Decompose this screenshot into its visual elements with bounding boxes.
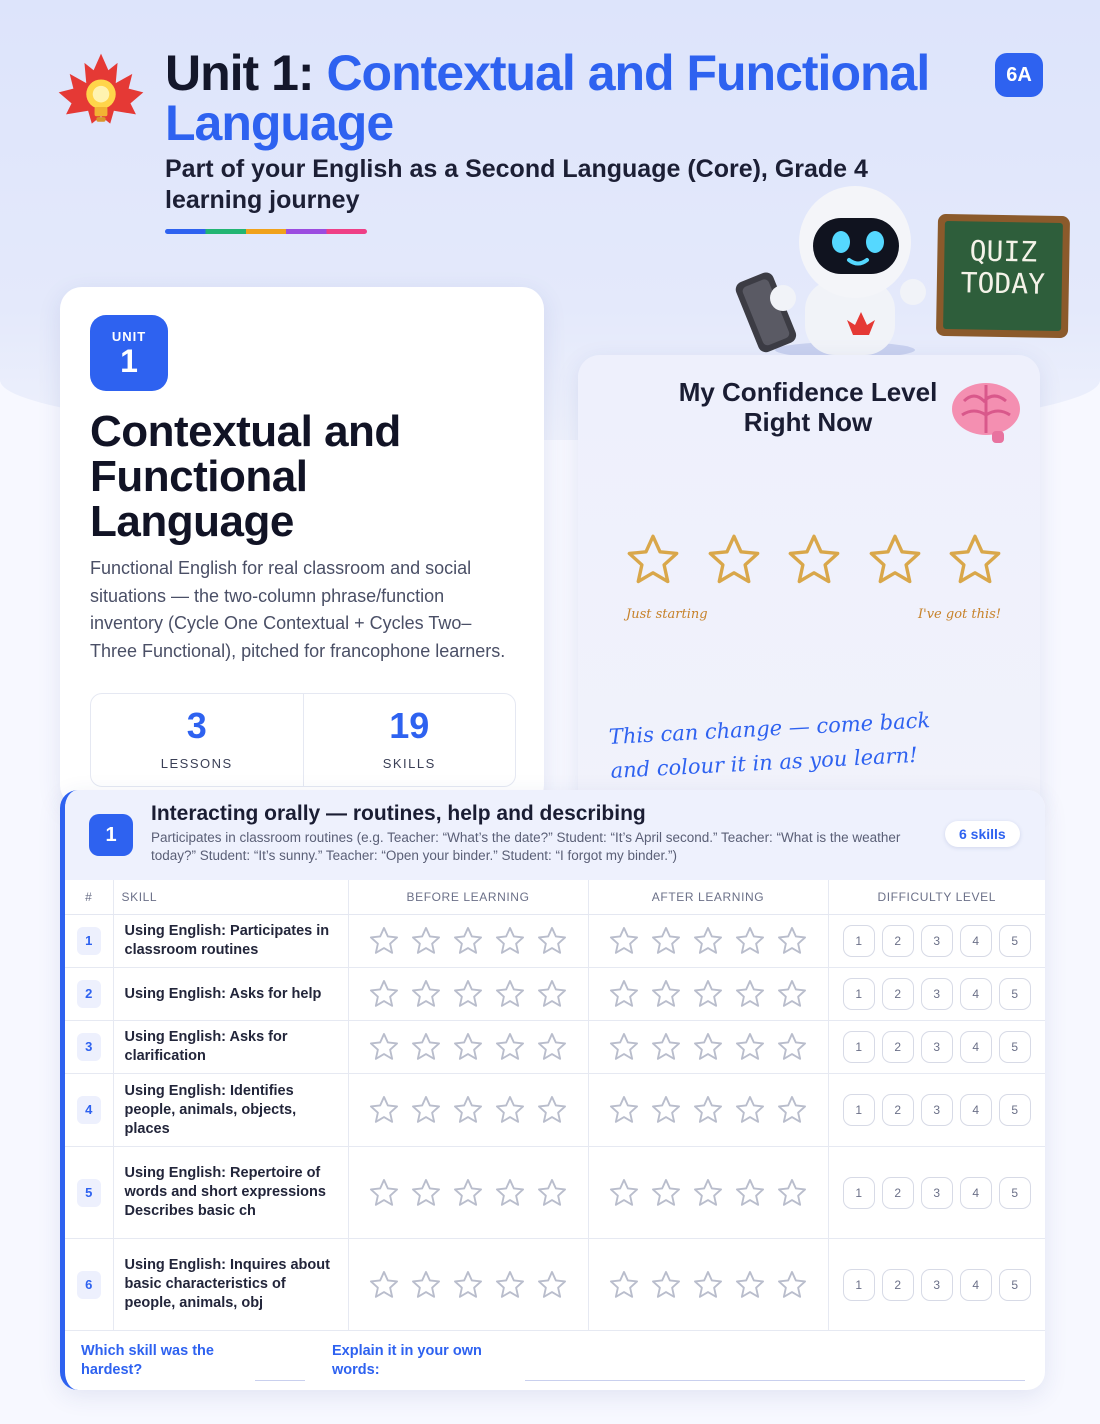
reflection-area	[65, 1336, 1045, 1390]
skill-name-cell	[113, 1021, 348, 1074]
difficulty-cell	[828, 968, 1045, 1021]
after-learning-rating	[590, 1269, 827, 1301]
difficulty-option[interactable]: 1	[843, 925, 875, 957]
section-number: 1	[89, 814, 133, 856]
before-star-icon[interactable]	[493, 1269, 527, 1301]
skill-row-number-cell	[65, 968, 113, 1021]
before-star-icon[interactable]	[535, 1031, 569, 1063]
page-title	[165, 45, 985, 151]
difficulty-option[interactable]: 1	[843, 1269, 875, 1301]
before-star-icon[interactable]	[535, 925, 569, 957]
skill-row-number: 2	[77, 980, 101, 1008]
after-star-icon[interactable]	[649, 1031, 683, 1063]
after-star-icon[interactable]	[775, 1177, 809, 1209]
hardest-skill-prompt: Which skill was the hardest?	[81, 1343, 214, 1378]
rainbow-divider	[165, 229, 367, 234]
after-learning-cell	[588, 915, 828, 968]
confidence-low-label: Just starting	[626, 607, 708, 622]
skill-name-cell	[113, 968, 348, 1021]
unit-overview-card	[60, 287, 544, 807]
skill-name: Using English: Inquires about basic characteristics of people, animals, obj	[124, 1257, 330, 1311]
before-star-icon[interactable]	[409, 1177, 443, 1209]
before-star-icon[interactable]	[409, 925, 443, 957]
quiz-today-chalkboard	[936, 214, 1070, 338]
difficulty-option[interactable]: 3	[921, 1031, 953, 1063]
before-learning-rating	[350, 1031, 587, 1063]
before-star-icon[interactable]	[451, 1094, 485, 1126]
after-learning-cell	[588, 1074, 828, 1147]
before-star-icon[interactable]	[493, 1094, 527, 1126]
section-title: Interacting orally — routines, help and describing	[151, 802, 646, 825]
before-learning-rating	[350, 925, 587, 957]
skill-row	[65, 1074, 1045, 1147]
skill-row-number-cell	[65, 915, 113, 968]
after-star-icon[interactable]	[649, 1094, 683, 1126]
skill-row	[65, 1239, 1045, 1331]
quiz-board-line-1: QUIZ	[969, 234, 1038, 269]
maple-leaf-lightbulb-icon	[55, 50, 147, 142]
before-star-icon[interactable]	[409, 1094, 443, 1126]
difficulty-option[interactable]: 3	[921, 1094, 953, 1126]
title-unit-name: Contextual and Functional Language	[165, 45, 930, 151]
difficulty-option[interactable]: 3	[921, 925, 953, 957]
before-learning-rating	[350, 1094, 587, 1126]
unit-tile-label: UNIT	[111, 329, 147, 344]
after-star-icon[interactable]	[733, 1177, 767, 1209]
before-star-icon[interactable]	[451, 1031, 485, 1063]
confidence-star-icon[interactable]	[946, 531, 1004, 589]
before-star-icon[interactable]	[409, 1031, 443, 1063]
before-star-icon[interactable]	[367, 925, 401, 957]
after-star-icon[interactable]	[775, 925, 809, 957]
difficulty-cell	[828, 1239, 1045, 1331]
skill-row-number-cell	[65, 1021, 113, 1074]
after-star-icon[interactable]	[607, 1177, 641, 1209]
after-star-icon[interactable]	[775, 978, 809, 1010]
before-learning-cell	[348, 1239, 588, 1331]
after-learning-cell	[588, 968, 828, 1021]
confidence-star-icon[interactable]	[624, 531, 682, 589]
skill-name: Using English: Asks for help	[124, 985, 322, 1002]
confidence-star-icon[interactable]	[705, 531, 763, 589]
difficulty-cell	[828, 1021, 1045, 1074]
col-header-skill: SKILL	[113, 880, 348, 915]
difficulty-option[interactable]: 5	[999, 978, 1031, 1010]
stat-lessons-label: LESSONS	[160, 756, 233, 771]
col-header-before: BEFORE LEARNING	[348, 880, 588, 915]
after-star-icon[interactable]	[649, 1177, 683, 1209]
explain-answer-line[interactable]	[525, 1380, 1025, 1381]
stat-skills-value: 19	[389, 705, 430, 746]
after-learning-rating	[590, 1094, 827, 1126]
skills-table	[65, 880, 1045, 1331]
before-star-icon[interactable]	[493, 925, 527, 957]
skill-row	[65, 1147, 1045, 1239]
after-star-icon[interactable]	[607, 1094, 641, 1126]
skill-row-number: 3	[77, 1033, 101, 1061]
difficulty-option[interactable]: 1	[843, 1177, 875, 1209]
before-star-icon[interactable]	[367, 1031, 401, 1063]
unit-number-tile	[90, 315, 168, 391]
skill-row-number-cell	[65, 1239, 113, 1331]
confidence-note: This can change — come back and colour it in as you learn!	[608, 708, 931, 783]
before-star-icon[interactable]	[409, 978, 443, 1010]
before-star-icon[interactable]	[535, 978, 569, 1010]
stat-skills-label: SKILLS	[382, 756, 436, 771]
before-learning-cell	[348, 1021, 588, 1074]
after-star-icon[interactable]	[691, 1094, 725, 1126]
after-star-icon[interactable]	[733, 1094, 767, 1126]
skill-name: Using English: Identifies people, animals, objects, places	[124, 1082, 297, 1137]
brain-icon	[948, 377, 1024, 445]
skill-row	[65, 968, 1045, 1021]
after-star-icon[interactable]	[607, 1031, 641, 1063]
section-description: Participates in classroom routines (e.g. Teacher: “What’s the date?” Student: “It’s April second.” Teacher: “What is the weather today?” Student: “It’s sunny.” Teacher: “Open your binder.” Student: “I forgot my binder.”)	[151, 830, 901, 863]
title-unit-prefix: Unit 1:	[165, 45, 314, 101]
after-star-icon[interactable]	[733, 1269, 767, 1301]
difficulty-cell	[828, 915, 1045, 968]
before-learning-cell	[348, 1074, 588, 1147]
skill-name-cell	[113, 1074, 348, 1147]
difficulty-option[interactable]: 2	[882, 1031, 914, 1063]
difficulty-option[interactable]: 4	[960, 1094, 992, 1126]
before-learning-cell	[348, 915, 588, 968]
before-star-icon[interactable]	[493, 1177, 527, 1209]
difficulty-scale	[830, 1269, 1045, 1301]
unit-tile-number: 1	[120, 343, 138, 379]
before-learning-cell	[348, 968, 588, 1021]
difficulty-option[interactable]: 5	[999, 1177, 1031, 1209]
skills-table-header	[65, 880, 1045, 915]
skills-section	[60, 790, 1045, 1390]
after-star-icon[interactable]	[733, 925, 767, 957]
after-star-icon[interactable]	[733, 1031, 767, 1063]
after-star-icon[interactable]	[691, 925, 725, 957]
unit-description: Functional English for real classroom and social situations — the two-column phrase/function inventory (Cycle One Contextual + Cycles Two–Three Functional), pitched for francophone learners.	[90, 558, 506, 661]
difficulty-option[interactable]: 4	[960, 1177, 992, 1209]
difficulty-cell	[828, 1147, 1045, 1239]
before-learning-rating	[350, 978, 587, 1010]
before-star-icon[interactable]	[535, 1269, 569, 1301]
skill-row	[65, 1021, 1045, 1074]
stat-skills	[303, 694, 516, 786]
difficulty-option[interactable]: 5	[999, 1269, 1031, 1301]
difficulty-option[interactable]: 2	[882, 1177, 914, 1209]
after-star-icon[interactable]	[649, 925, 683, 957]
after-learning-rating	[590, 1177, 827, 1209]
after-star-icon[interactable]	[775, 1031, 809, 1063]
difficulty-option[interactable]: 2	[882, 978, 914, 1010]
after-star-icon[interactable]	[691, 1177, 725, 1209]
skill-name-cell	[113, 915, 348, 968]
skill-row-number-cell	[65, 1074, 113, 1147]
quiz-board-line-2: TODAY	[960, 266, 1046, 301]
after-learning-cell	[588, 1021, 828, 1074]
before-learning-cell	[348, 1147, 588, 1239]
after-learning-rating	[590, 1031, 827, 1063]
before-learning-rating	[350, 1177, 587, 1209]
after-learning-rating	[590, 978, 827, 1010]
col-header-after: AFTER LEARNING	[588, 880, 828, 915]
confidence-title: My Confidence Level Right Now	[678, 377, 938, 437]
after-learning-rating	[590, 925, 827, 957]
skill-name-cell	[113, 1147, 348, 1239]
difficulty-option[interactable]: 2	[882, 925, 914, 957]
before-star-icon[interactable]	[367, 1269, 401, 1301]
after-star-icon[interactable]	[649, 978, 683, 1010]
difficulty-scale	[830, 978, 1045, 1010]
unit-card-title: Contextual and Functional Language	[90, 407, 401, 546]
before-star-icon[interactable]	[535, 1177, 569, 1209]
difficulty-scale	[830, 1177, 1045, 1209]
difficulty-option[interactable]: 5	[999, 1094, 1031, 1126]
after-learning-cell	[588, 1239, 828, 1331]
after-star-icon[interactable]	[775, 1269, 809, 1301]
difficulty-option[interactable]: 5	[999, 1031, 1031, 1063]
skill-row-number: 4	[77, 1096, 101, 1124]
confidence-card	[578, 355, 1040, 813]
difficulty-scale	[830, 1031, 1045, 1063]
col-header-difficulty: DIFFICULTY LEVEL	[828, 880, 1045, 915]
after-star-icon[interactable]	[775, 1094, 809, 1126]
difficulty-option[interactable]: 1	[843, 978, 875, 1010]
skill-row	[65, 915, 1045, 968]
skill-row-number: 6	[77, 1271, 101, 1299]
difficulty-option[interactable]: 1	[843, 1094, 875, 1126]
hardest-skill-answer-line[interactable]	[255, 1380, 305, 1381]
stat-lessons-value: 3	[186, 705, 207, 746]
skill-name: Using English: Asks for clarification	[124, 1029, 288, 1064]
difficulty-option[interactable]: 2	[882, 1094, 914, 1126]
after-star-icon[interactable]	[691, 1269, 725, 1301]
before-star-icon[interactable]	[451, 1177, 485, 1209]
difficulty-scale	[830, 925, 1045, 957]
before-star-icon[interactable]	[493, 978, 527, 1010]
difficulty-option[interactable]: 4	[960, 1269, 992, 1301]
before-star-icon[interactable]	[367, 1177, 401, 1209]
difficulty-option[interactable]: 4	[960, 925, 992, 957]
section-header	[65, 790, 1045, 880]
after-star-icon[interactable]	[607, 978, 641, 1010]
difficulty-option[interactable]: 1	[843, 1031, 875, 1063]
skill-name: Using English: Repertoire of words and short expressions Describes basic ch	[124, 1165, 326, 1219]
difficulty-option[interactable]: 4	[960, 1031, 992, 1063]
after-star-icon[interactable]	[607, 1269, 641, 1301]
difficulty-option[interactable]: 3	[921, 978, 953, 1010]
after-star-icon[interactable]	[607, 925, 641, 957]
col-header-number: #	[65, 880, 113, 915]
confidence-star-icon[interactable]	[866, 531, 924, 589]
after-learning-cell	[588, 1147, 828, 1239]
before-star-icon[interactable]	[535, 1094, 569, 1126]
grade-badge: 6A	[995, 53, 1043, 97]
difficulty-scale	[830, 1094, 1045, 1126]
difficulty-option[interactable]: 3	[921, 1269, 953, 1301]
difficulty-option[interactable]: 5	[999, 925, 1031, 957]
confidence-star-icon[interactable]	[785, 531, 843, 589]
skill-row-number: 5	[77, 1179, 101, 1207]
stat-lessons	[91, 694, 303, 786]
after-star-icon[interactable]	[691, 978, 725, 1010]
robot-mascot-icon	[735, 180, 935, 355]
before-star-icon[interactable]	[451, 978, 485, 1010]
confidence-stars	[624, 531, 1004, 589]
confidence-high-label: I've got this!	[918, 607, 1002, 622]
before-star-icon[interactable]	[451, 1269, 485, 1301]
before-star-icon[interactable]	[451, 925, 485, 957]
after-star-icon[interactable]	[649, 1269, 683, 1301]
difficulty-option[interactable]: 3	[921, 1177, 953, 1209]
difficulty-cell	[828, 1074, 1045, 1147]
skill-name: Using English: Participates in classroom routines	[124, 923, 330, 958]
before-star-icon[interactable]	[493, 1031, 527, 1063]
skill-row-number-cell	[65, 1147, 113, 1239]
skills-count-pill: 6 skills	[945, 821, 1020, 847]
before-learning-rating	[350, 1269, 587, 1301]
difficulty-option[interactable]: 4	[960, 978, 992, 1010]
difficulty-option[interactable]: 2	[882, 1269, 914, 1301]
before-star-icon[interactable]	[367, 1094, 401, 1126]
explain-prompt: Explain it in your own words:	[332, 1343, 482, 1378]
skill-row-number: 1	[77, 927, 101, 955]
page-subtitle: Part of your English as a Second Language (Core), Grade 4 learning journey	[165, 155, 868, 214]
skill-name-cell	[113, 1239, 348, 1331]
after-star-icon[interactable]	[691, 1031, 725, 1063]
before-star-icon[interactable]	[409, 1269, 443, 1301]
after-star-icon[interactable]	[733, 978, 767, 1010]
before-star-icon[interactable]	[367, 978, 401, 1010]
unit-stats	[90, 693, 516, 787]
